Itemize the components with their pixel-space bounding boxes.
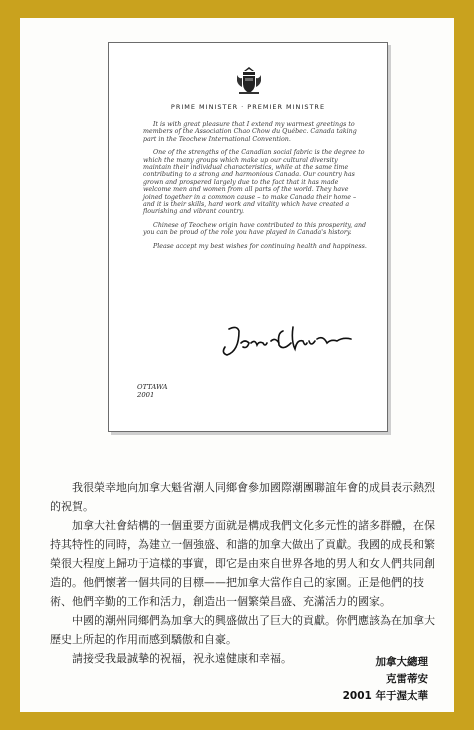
closing-title: 加拿大總理 bbox=[375, 656, 428, 668]
letter-year: 2001 bbox=[137, 391, 155, 399]
coat-of-arms-icon bbox=[235, 65, 263, 95]
letter-body bbox=[143, 121, 367, 256]
translation-paragraph: 加拿大社會結構的一個重要方面就是構成我們文化多元性的諸多群體，在保持其特性的同時，為建立一個強盛、和諧的加拿大做出了貢獻。我國的成長和繁榮很大程度上歸功于這樣的事實，即它是由來自世界各地的男人和女人們共同創造的。他們懷著一個共同的目標——把加拿大當作自己的家園。正是他們的技術、他們辛勤的工作和活力，創造出一個繁榮昌盛、充滿活力的國家。 bbox=[50, 519, 435, 608]
office-title: PRIME MINISTER · PREMIER MINISTRE bbox=[170, 103, 326, 111]
translation-paragraph: 中國的潮州同鄉們為加拿大的興盛做出了巨大的貢獻。你們應該為在加拿大歷史上所起的作用而感到驕傲和自豪。 bbox=[50, 614, 435, 646]
letter-paragraph: One of the strengths of the Canadian social fabric is the degree to which the many groups which make up our cultural diversity maintain their individual characteristics, while at the same time contributing to a strong and harmonious Canada. Our country has grown and prospered largely due to the fact that it has made welcome men and women from all parts of the world. They have joined together in a common cause – to make Canada their home – and it is their skills, hard work and vitality which have created a flourishing and vibrant country. bbox=[143, 149, 365, 216]
translation-closing bbox=[343, 654, 428, 705]
handwritten-signature bbox=[219, 321, 359, 363]
closing-name: 克雷蒂安 bbox=[386, 673, 428, 685]
letter-place-date bbox=[137, 383, 168, 399]
translation-paragraph: 我很榮幸地向加拿大魁省潮人同鄉會參加國際潮團聯誼年會的成員表示熱烈的祝賀。 bbox=[50, 481, 435, 513]
letter-image bbox=[108, 42, 388, 432]
letter-paragraph: Chinese of Teochew origin have contributed to this prosperity, and you can be proud of the role you have played in Canada's history. bbox=[143, 221, 367, 237]
letter-paragraph: Please accept my best wishes for continuing health and happiness. bbox=[153, 242, 367, 250]
letter-paragraph: It is with great pleasure that I extend my warmest greetings to members of the Association Chao Chow du Québec. Canada taking part in the Teochew International Convention. bbox=[143, 121, 357, 143]
closing-date-place: 2001 年于渥太華 bbox=[342, 690, 428, 702]
place-name: OTTAWA bbox=[137, 383, 168, 391]
page bbox=[20, 18, 454, 712]
chinese-translation bbox=[50, 478, 442, 668]
translation-paragraph: 請接受我最誠摯的祝福，祝永遠健康和幸福。 bbox=[72, 652, 292, 665]
